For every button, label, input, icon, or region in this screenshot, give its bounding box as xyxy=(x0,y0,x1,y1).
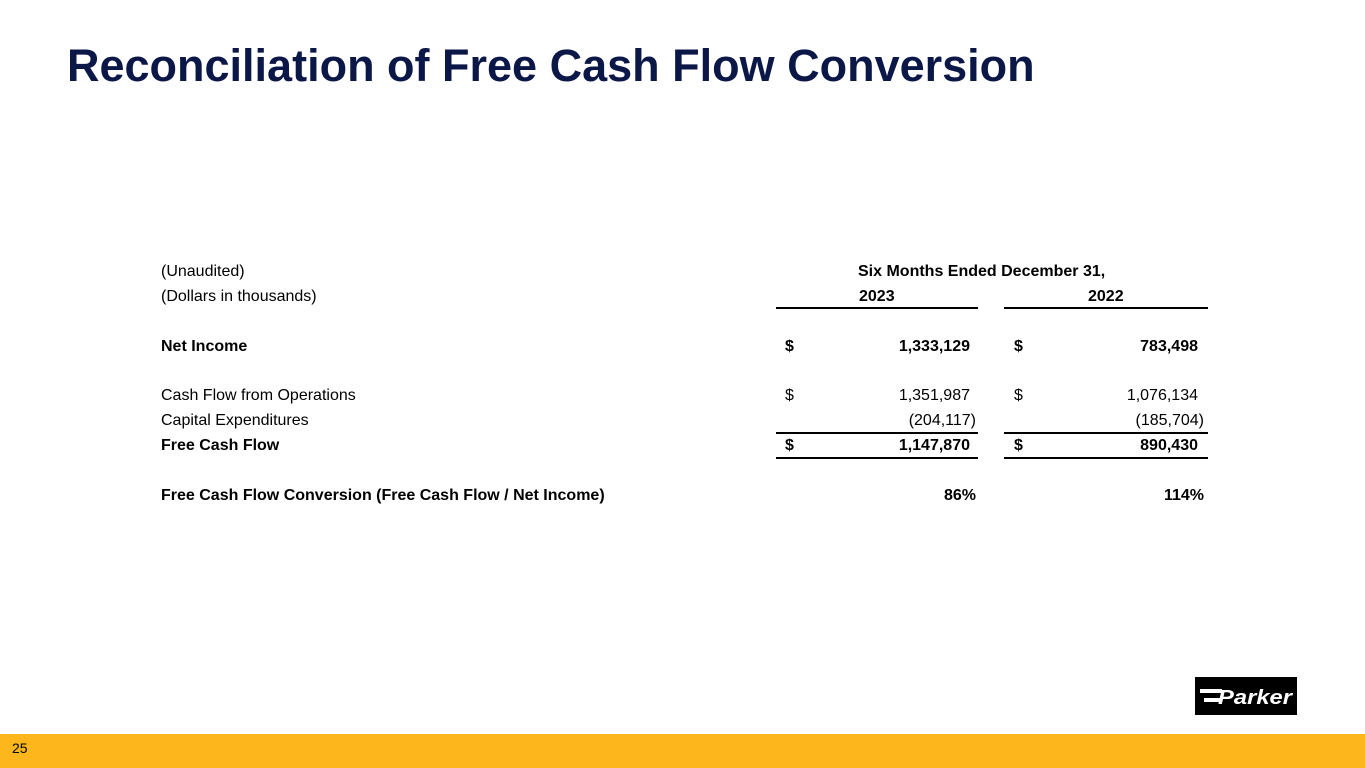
value-2022: 890,430 xyxy=(1140,437,1198,454)
header-underline-2023 xyxy=(776,307,978,309)
column-header-2022: 2022 xyxy=(1088,288,1124,305)
period-header: Six Months Ended December 31, xyxy=(858,263,1106,280)
column-header-2023: 2023 xyxy=(859,288,895,305)
row-label: Free Cash Flow xyxy=(161,437,280,454)
value-2023: 1,351,987 xyxy=(898,387,970,404)
currency-symbol: $ xyxy=(1014,437,1023,454)
currency-symbol: $ xyxy=(785,387,794,404)
logo-text: Parker xyxy=(1218,687,1294,709)
value-2022: (185,704) xyxy=(1135,412,1204,429)
units-note: (Dollars in thousands) xyxy=(161,288,317,305)
footer-bar xyxy=(0,734,1365,768)
slide-title: Reconciliation of Free Cash Flow Conversion xyxy=(67,40,1035,91)
total-rule-2023 xyxy=(776,457,978,459)
parker-logo xyxy=(1195,677,1297,715)
value-2023: 1,147,870 xyxy=(898,437,970,454)
row-label: Capital Expenditures xyxy=(161,412,309,429)
value-2023: 86% xyxy=(943,487,976,504)
currency-symbol: $ xyxy=(1014,338,1023,355)
header-underline-2022 xyxy=(1004,307,1208,309)
currency-symbol: $ xyxy=(785,338,794,355)
unaudited-note: (Unaudited) xyxy=(161,263,245,280)
currency-symbol: $ xyxy=(1014,387,1023,404)
total-rule-2022 xyxy=(1004,457,1208,459)
value-2022: 114% xyxy=(1163,487,1204,504)
row-label: Net Income xyxy=(161,338,248,355)
subtotal-rule-2023 xyxy=(776,432,978,434)
currency-symbol: $ xyxy=(785,437,794,454)
value-2023: (204,117) xyxy=(908,412,976,429)
page-number: 25 xyxy=(12,740,28,756)
value-2023: 1,333,129 xyxy=(898,338,970,355)
row-label: Cash Flow from Operations xyxy=(161,387,356,404)
row-label: Free Cash Flow Conversion (Free Cash Flow / Net Income) xyxy=(161,487,605,504)
subtotal-rule-2022 xyxy=(1004,432,1208,434)
value-2022: 1,076,134 xyxy=(1126,387,1198,404)
value-2022: 783,498 xyxy=(1140,338,1198,355)
